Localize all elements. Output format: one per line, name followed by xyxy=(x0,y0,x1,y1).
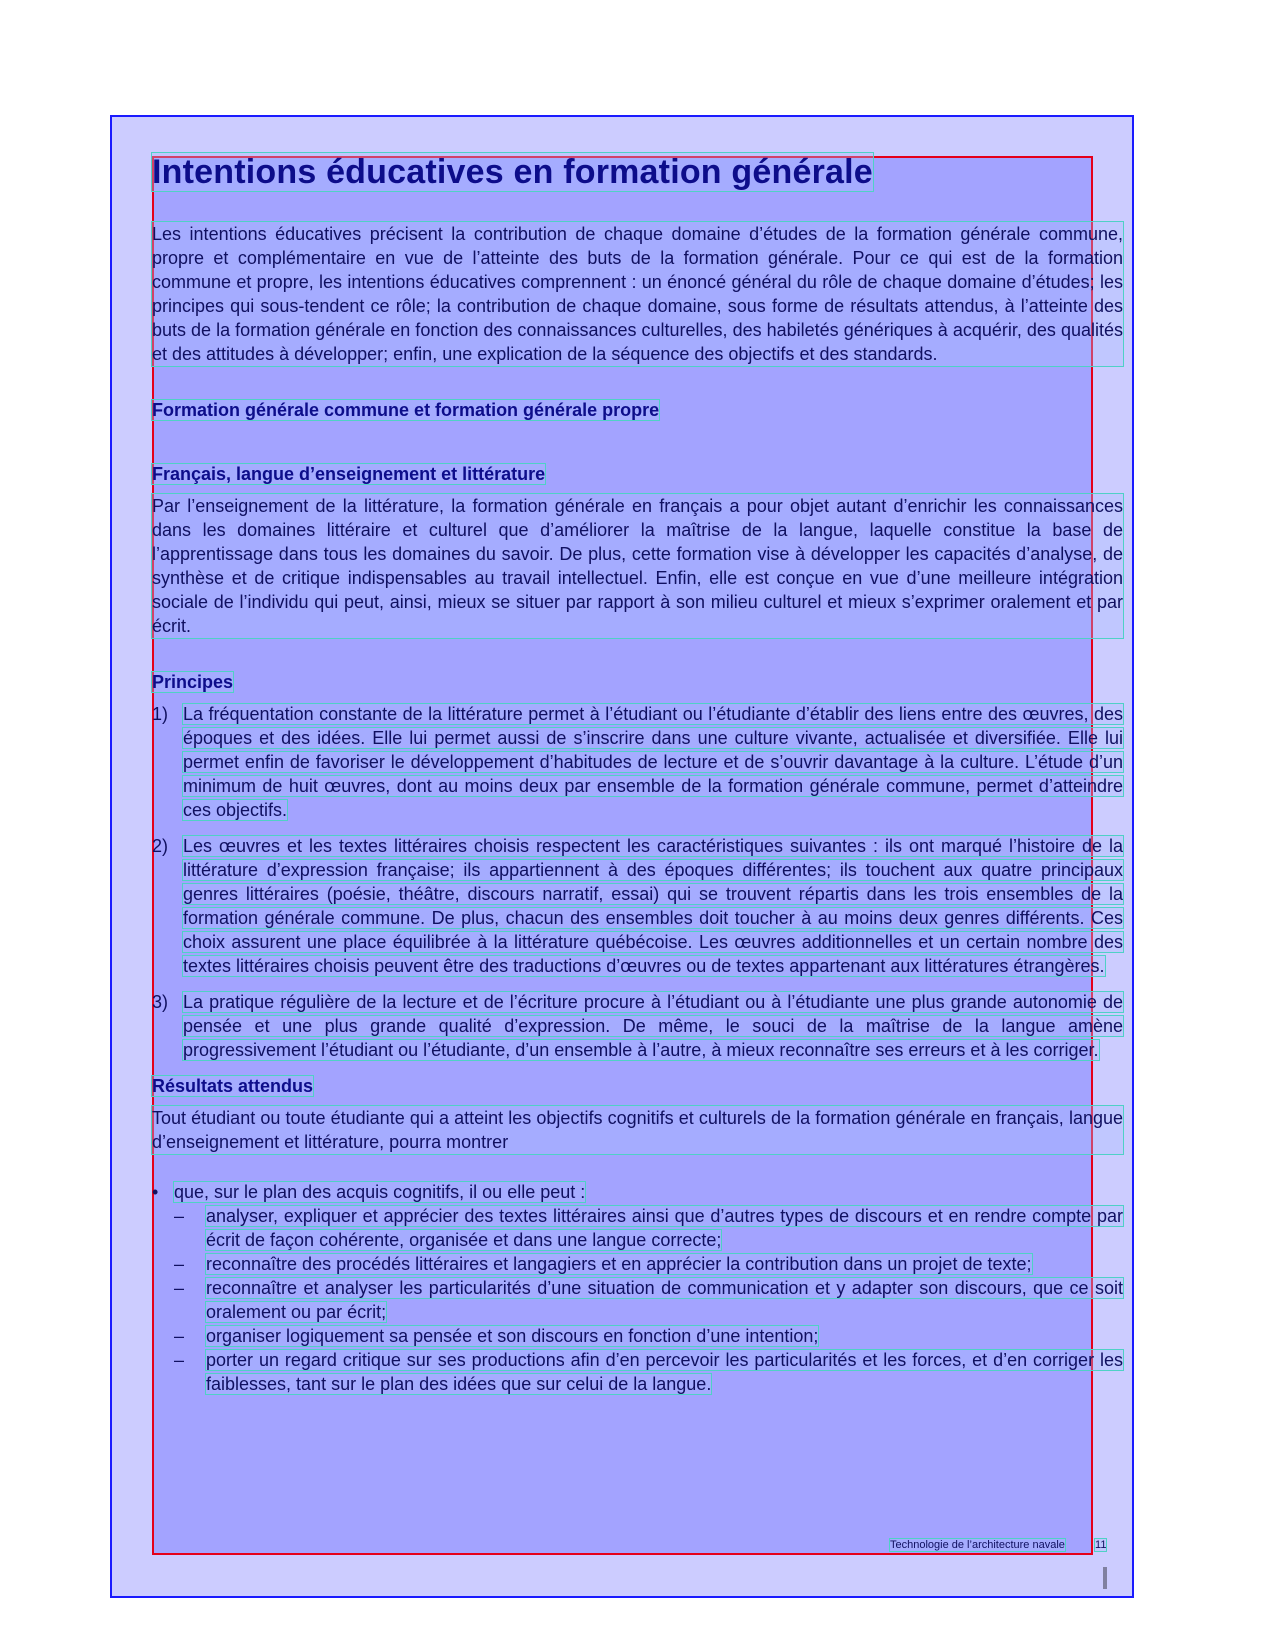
results-item-text: porter un regard critique sur ses productions afin d’en percevoir les particularités et les forces, et d’en corriger les faiblesses, tant sur le plan des idées que sur celui de la langue. xyxy=(206,1350,1123,1394)
principle-item xyxy=(152,990,1123,1062)
bullet-icon: • xyxy=(152,1182,159,1202)
subsection-heading: Français, langue d’enseignement et littérature xyxy=(152,464,546,484)
results-item xyxy=(152,1348,1123,1396)
results-item xyxy=(152,1252,1123,1276)
dash-icon: – xyxy=(174,1254,185,1274)
subsection-paragraph: Par l’enseignement de la littérature, la formation générale en français a pour objet autant d’enrichir les connaissances dans les domaines littéraire et culturel que d’améliorer la maîtrise de la langue, laquelle constitue la base de l’apprentissage dans tous les domaines du savoir. De plus, cette formation vise à développer les capacités d’analyse, de synthèse et de critique indispensables au travail intellectuel. Enfin, elle est conçue en vue d’une meilleure intégration sociale de l’individu qui peut, ainsi, mieux se situer par rapport à son milieu culturel et mieux s’exprimer oralement et par écrit. xyxy=(152,496,1123,636)
results-item-text: organiser logiquement sa pensée et son discours en fonction d’une intention; xyxy=(206,1326,819,1346)
intro-paragraph: Les intentions éducatives précisent la contribution de chaque domaine d’études de la formation générale commune, propre et complémentaire en vue de l’atteinte des buts de la formation générale. Pour ce qui est de la formation commune et propre, les intentions éducatives comprennent : un énoncé général du rôle de chaque domaine d’études; les principes qui sous-tendent ce rôle; la contribution de chaque domaine, sous forme de résultats attendus, à l’atteinte des buts de la formation générale en fonction des connaissances culturelles, des habiletés génériques à acquérir, des qualités et des attitudes à développer; enfin, une explication de la séquence des objectifs et des standards. xyxy=(152,224,1123,364)
page-number: 11 xyxy=(1095,1539,1107,1551)
results-item-text: reconnaître et analyser les particularités d’une situation de communication et y adapter son discours, que ce soit oralement ou par écrit; xyxy=(206,1278,1123,1322)
principle-text: Les œuvres et les textes littéraires choisis respectent les caractéristiques suivantes : ils ont marqué l’histoire de la littérature d’expression française; ils appartiennent à des époques différentes; ils touchent aux quatre principaux genres littéraires (poésie, théâtre, discours narratif, essai) qui se trouvent répartis dans les trois ensembles de la formation générale commune. De plus, chacun des ensembles doit toucher à au moins deux genres différents. Ces choix assurent une place équilibrée à la littérature québécoise. Les œuvres additionnelles et un certain nombre des textes littéraires choisis peuvent être des traductions d’œuvres ou de textes appartenant aux littératures étrangères. xyxy=(183,836,1123,976)
results-bullet-text: que, sur le plan des acquis cognitifs, il ou elle peut : xyxy=(174,1182,586,1202)
results-item xyxy=(152,1204,1123,1252)
results-item xyxy=(152,1324,1123,1348)
page-footer xyxy=(890,1539,1106,1551)
principles-list xyxy=(152,702,1123,1062)
results-item xyxy=(152,1276,1123,1324)
results-item-text: reconnaître des procédés littéraires et langagiers et en apprécier la contribution dans un projet de texte; xyxy=(206,1254,1032,1274)
footer-text: Technologie de l’architecture navale xyxy=(890,1539,1065,1551)
results-heading: Résultats attendus xyxy=(152,1076,314,1096)
principle-item xyxy=(152,834,1123,978)
page-title: Intentions éducatives en formation générale xyxy=(152,153,873,191)
principle-number: 3) xyxy=(152,992,169,1012)
results-intro: Tout étudiant ou toute étudiante qui a atteint les objectifs cognitifs et culturels de la formation générale en français, langue d’enseignement et littérature, pourra montrer xyxy=(152,1108,1123,1152)
results-list xyxy=(152,1204,1123,1396)
principle-item xyxy=(152,702,1123,822)
dash-icon: – xyxy=(174,1206,185,1226)
footer-marker xyxy=(1103,1567,1107,1589)
document-body xyxy=(152,150,1123,1396)
principle-text: La fréquentation constante de la littérature permet à l’étudiant ou l’étudiante d’établir des liens entre des œuvres, des époques et des idées. Elle lui permet aussi de s’inscrire dans une culture vivante, actualisée et diversifiée. Elle lui permet enfin de favoriser le développement d’habitudes de lecture et de s’ouvrir davantage à la culture. L’étude d’un minimum de huit œuvres, dont au moins deux par ensemble de la formation générale commune, permet d’atteindre ces objectifs. xyxy=(183,704,1123,820)
results-bullet xyxy=(152,1180,1123,1204)
principles-heading: Principes xyxy=(152,672,234,692)
dash-icon: – xyxy=(174,1350,185,1370)
results-item-text: analyser, expliquer et apprécier des textes littéraires ainsi que d’autres types de discours et en rendre compte par écrit de façon cohérente, organisée et dans une langue correcte; xyxy=(206,1206,1123,1250)
principle-number: 1) xyxy=(152,704,169,724)
section-heading: Formation générale commune et formation générale propre xyxy=(152,400,660,420)
principle-number: 2) xyxy=(152,836,169,856)
dash-icon: – xyxy=(174,1278,185,1298)
dash-icon: – xyxy=(174,1326,185,1346)
principle-text: La pratique régulière de la lecture et de l’écriture procure à l’étudiant ou à l’étudiante une plus grande autonomie de pensée et une plus grande qualité d’expression. De même, le souci de la maîtrise de la langue amène progressivement l’étudiant ou l’étudiante, d’un ensemble à l’autre, à mieux reconnaître ses erreurs et à les corriger. xyxy=(183,992,1123,1060)
